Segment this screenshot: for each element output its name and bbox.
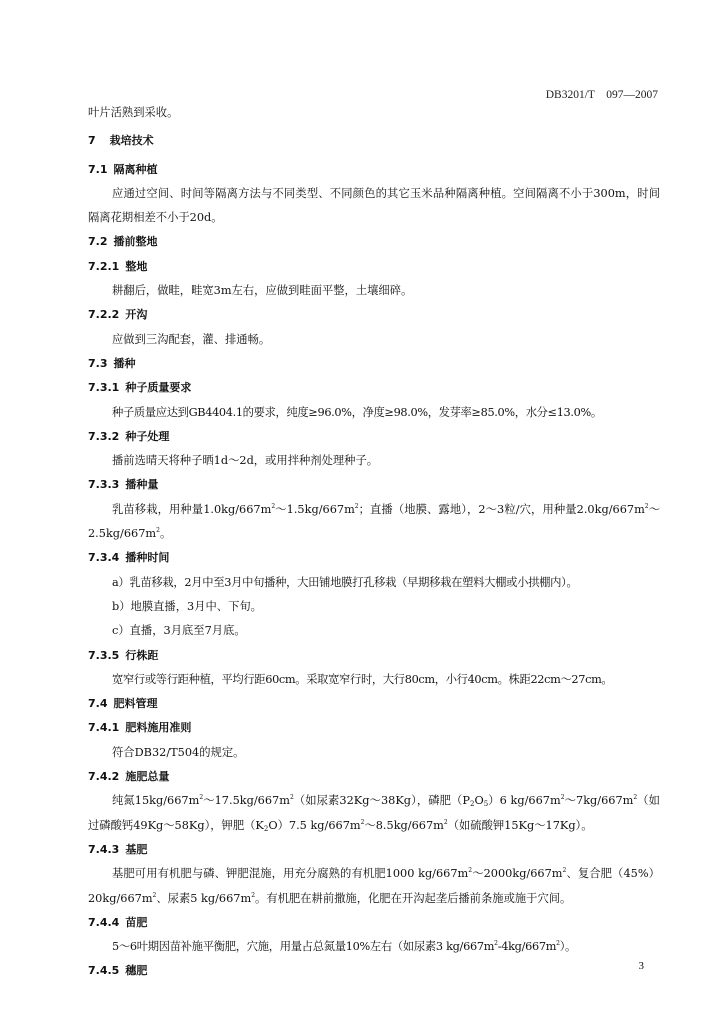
superscript: 2	[271, 502, 276, 510]
heading-7-3-1	[88, 376, 660, 400]
text-run: 纯氮15kg/667m	[112, 794, 200, 808]
heading-title: 开沟	[125, 308, 148, 322]
superscript: 2	[644, 502, 649, 510]
heading-7-3-4	[88, 546, 660, 570]
superscript: 2	[560, 794, 565, 802]
paragraph: 应做到三沟配套，灌、排通畅。	[112, 332, 271, 346]
superscript: 2	[633, 794, 638, 802]
heading-title: 播种量	[125, 478, 159, 492]
subscript: 2	[263, 824, 269, 833]
text-run: ）6 kg/667m	[488, 794, 561, 808]
document-body	[88, 101, 660, 984]
heading-title: 种子处理	[125, 429, 170, 443]
heading-7	[88, 129, 660, 153]
heading-7-3-3	[88, 473, 660, 497]
heading-title: 播前整地	[113, 235, 158, 249]
document-code: DB3201/T 097—2007	[545, 89, 658, 101]
superscript: 2	[556, 940, 560, 948]
superscript: 2	[360, 818, 365, 826]
list-item: c）直播，3月底至7月底。	[112, 624, 246, 638]
text-run: -4kg/667m	[497, 940, 557, 954]
superscript: 2	[494, 940, 498, 948]
heading-number: 7.2	[88, 235, 108, 249]
heading-7-3-2	[88, 425, 660, 449]
paragraph	[88, 935, 660, 959]
text-run: 、复合肥（45%）20kg/667m	[88, 867, 660, 905]
heading-title: 基肥	[125, 842, 148, 856]
heading-title: 播种	[113, 356, 136, 370]
paragraph	[88, 789, 660, 838]
heading-title: 整地	[125, 259, 148, 273]
heading-title: 施肥总量	[125, 770, 170, 784]
heading-7-4-5	[88, 959, 660, 983]
heading-number: 7.4	[88, 697, 108, 711]
paragraph	[88, 862, 660, 911]
heading-number: 7.2.1	[88, 259, 120, 273]
superscript: 2	[251, 891, 256, 899]
heading-title: 肥料施用准则	[125, 721, 192, 735]
superscript: 2	[199, 794, 204, 802]
superscript: 2	[443, 818, 448, 826]
paragraph: 耕翻后，做畦，畦宽3m左右，应做到畦面平整，土壤细碎。	[112, 284, 413, 298]
paragraph: 宽窄行或等行距种植，平均行距60cm。采取宽窄行时，大行80cm，小行40cm。株距22cm～27cm。	[112, 672, 613, 686]
superscript: 2	[156, 527, 160, 535]
text-run: ～2000kg/667m	[472, 867, 563, 881]
heading-title: 栽培技术	[109, 134, 154, 148]
heading-number: 7.3	[88, 356, 108, 370]
text-run: ～7kg/667m	[564, 794, 634, 808]
heading-number: 7.4.3	[88, 842, 120, 856]
heading-title: 肥料管理	[113, 697, 158, 711]
text-run: ～1.5kg/667m	[275, 502, 355, 516]
heading-7-4-2	[88, 765, 660, 789]
paragraph	[88, 498, 660, 547]
text-run: （如硫酸钾15Kg～17Kg）。	[447, 818, 593, 832]
text-run: （如尿素32Kg～38Kg），磷肥（P	[293, 794, 470, 808]
text-run: 乳苗移栽，用种量1.0kg/667m	[112, 502, 272, 516]
heading-number: 7.2.2	[88, 308, 120, 322]
subscript: 2	[469, 800, 475, 809]
paragraph: 种子质量应达到GB4404.1的要求，纯度≥96.0%，净度≥98.0%，发芽率≥85.0%，水分≤13.0%。	[112, 405, 602, 419]
heading-7-4-4	[88, 911, 660, 935]
heading-7-4	[88, 692, 660, 716]
heading-number: 7.4.2	[88, 770, 120, 784]
superscript: 2	[354, 502, 359, 510]
superscript: 2	[289, 794, 294, 802]
text-run: （如过磷酸钙49Kg～58Kg），钾肥（K	[88, 794, 660, 832]
heading-7-4-1	[88, 716, 660, 740]
heading-number: 7	[88, 134, 96, 148]
heading-number: 7.1	[88, 162, 108, 176]
heading-title: 苗肥	[125, 915, 148, 929]
list-item: a）乳苗移栽，2月中至3月中旬播种，大田铺地膜打孔移栽（早期移栽在塑料大棚或小拱棚内）。	[112, 575, 578, 589]
heading-number: 7.3.3	[88, 478, 120, 492]
heading-7-2-1	[88, 255, 660, 279]
list-item: b）地膜直播，3月中、下旬。	[112, 599, 262, 613]
text-run: O）7.5 kg/667m	[268, 818, 361, 832]
heading-title: 种子质量要求	[125, 381, 192, 395]
text-run: 基肥可用有机肥与磷、钾肥混施，用充分腐熟的有机肥1000 kg/667m	[112, 867, 469, 881]
superscript: 2	[468, 867, 473, 875]
heading-7-2	[88, 230, 660, 254]
heading-number: 7.3.1	[88, 381, 120, 395]
heading-number: 7.4.1	[88, 721, 120, 735]
subscript: 5	[483, 800, 489, 809]
text-run: 、尿素5 kg/667m	[156, 891, 252, 905]
text-run: ；直播（地膜、露地），2～3粒/穴，用种量2.0kg/667m	[358, 502, 645, 516]
heading-7-1	[88, 158, 660, 182]
heading-number: 7.3.4	[88, 551, 120, 565]
text-run: ～17.5kg/667m	[203, 794, 290, 808]
paragraph: 符合DB32/T504的规定。	[112, 745, 245, 759]
heading-7-3	[88, 352, 660, 376]
heading-number: 7.3.2	[88, 429, 120, 443]
paragraph: 叶片活熟到采收。	[88, 106, 179, 119]
heading-7-2-2	[88, 303, 660, 327]
text-run: 5～6叶期因苗补施平衡肥，穴施，用量占总氮量10%左右（如尿素3 kg/667m	[112, 940, 495, 954]
paragraph: 播前选晴天将种子晒1d～2d，或用拌种剂处理种子。	[112, 454, 379, 468]
heading-title: 行株距	[125, 648, 159, 662]
heading-number: 7.3.5	[88, 648, 120, 662]
page-number: 3	[638, 960, 644, 972]
paragraph: 应通过空间、时间等隔离方法与不同类型、不同颜色的其它玉米品种隔离种植。空间隔离不小于300m，时间隔离花期相差不小于20d。	[88, 186, 660, 225]
heading-title: 播种时间	[125, 551, 170, 565]
heading-title: 穗肥	[125, 964, 148, 978]
heading-title: 隔离种植	[113, 162, 158, 176]
text-run: ～2.5kg/667m	[88, 502, 661, 541]
superscript: 2	[152, 891, 157, 899]
heading-number: 7.4.5	[88, 964, 120, 978]
text-run: 。	[159, 527, 172, 541]
text-run: ）。	[559, 940, 577, 954]
superscript: 2	[562, 867, 567, 875]
heading-7-4-3	[88, 838, 660, 862]
text-run: ～8.5kg/667m	[364, 818, 444, 832]
heading-number: 7.4.4	[88, 915, 120, 929]
text-run: O	[474, 794, 484, 808]
heading-7-3-5	[88, 644, 660, 668]
text-run: 。有机肥在耕前撒施，化肥在开沟起垄后播前条施或施于穴间。	[255, 891, 572, 905]
